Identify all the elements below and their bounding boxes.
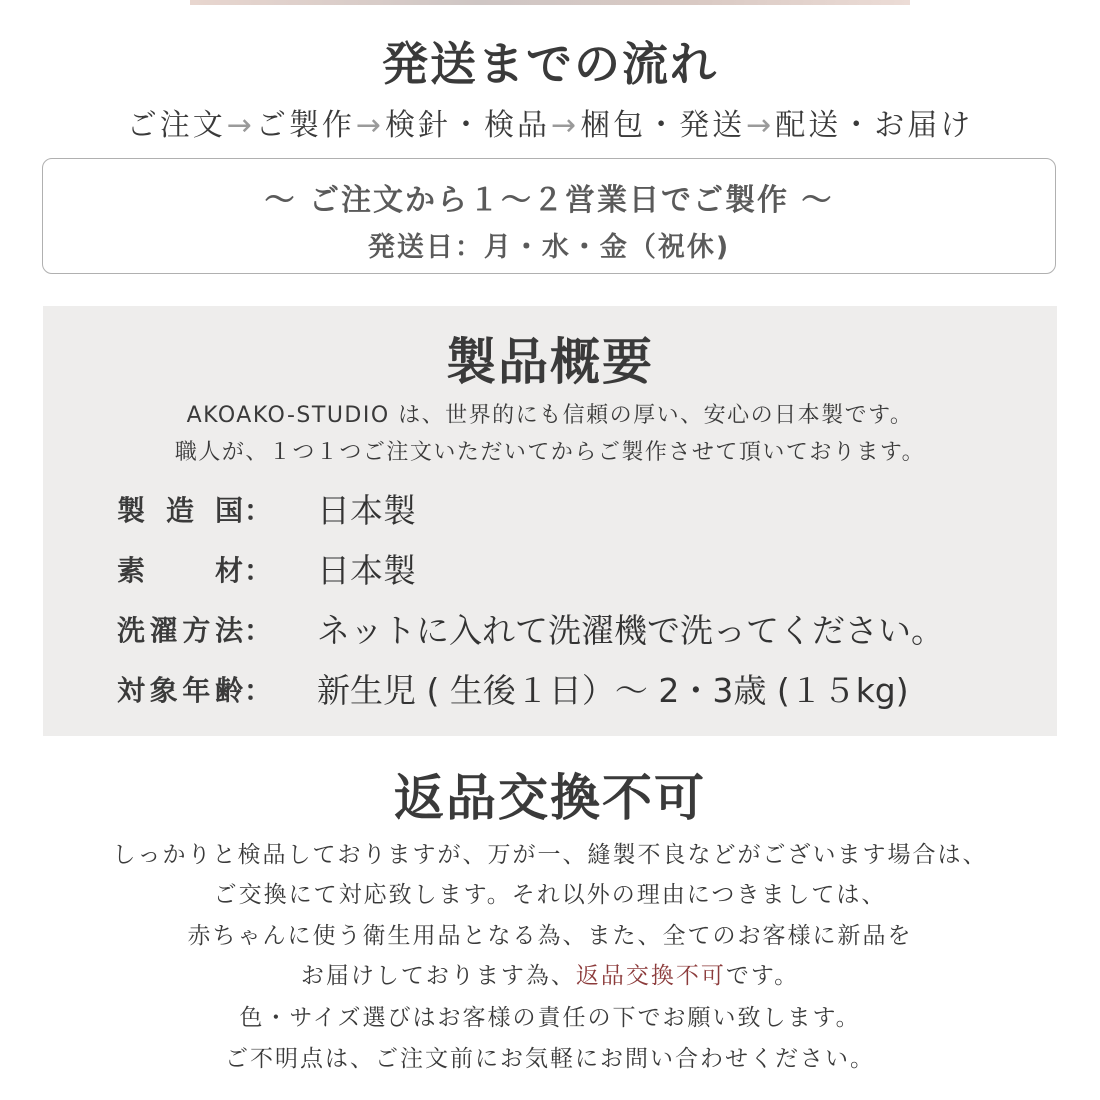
product-overview-section: [43, 306, 1057, 736]
returns-text-line: ご交換にて対応致します。それ以外の理由につきましては、: [213, 882, 887, 908]
flow-step: 検針・検品: [385, 108, 550, 143]
returns-text-line: ご不明点は、ご注文前にお気軽にお問い合わせください。: [225, 1046, 875, 1072]
spec-row-washing: [117, 608, 1037, 654]
flow-title: 発送までの流れ: [382, 37, 718, 91]
spec-label: 洗濯方法：: [117, 614, 272, 647]
spec-row-material: [117, 548, 1037, 594]
returns-text-line: 赤ちゃんに使う衛生用品となる為、また、全てのお客様に新品を: [187, 923, 913, 949]
arrow-right-icon: →: [226, 108, 255, 143]
arrow-right-icon: →: [551, 108, 580, 143]
no-returns-highlight: 返品交換不可: [575, 963, 726, 989]
flow-step: 梱包・発送: [580, 108, 746, 143]
production-time-text: 〜 ご注文から１〜２営業日でご製作 〜: [264, 183, 834, 218]
schedule-box: [42, 158, 1056, 274]
returns-title: 返品交換不可: [394, 769, 706, 827]
flow-step: ご製作: [255, 108, 355, 143]
spec-value: ネットに入れて洗濯機で洗ってください。: [317, 611, 944, 650]
spec-label: 対象年齢：: [117, 674, 272, 707]
flow-steps: [0, 100, 1100, 144]
returns-text-line: 色・サイズ選びはお客様の責任の下でお願い致します。: [239, 1005, 861, 1031]
arrow-right-icon: →: [355, 108, 384, 143]
flow-step: 配送・お届け: [775, 108, 974, 143]
spec-row-age: [117, 668, 1037, 714]
returns-text-line: しっかりと検品しておりますが、万が一、縫製不良などがございます場合は、: [112, 842, 988, 868]
spec-value: 新生児 ( 生後１日）〜 2・3歳 (１５kg): [317, 671, 909, 710]
arrow-right-icon: →: [746, 108, 775, 143]
spec-row-country: [117, 488, 1037, 534]
flow-step: ご注文: [126, 108, 226, 143]
returns-text-line: お届けしております為、返品交換不可です。: [300, 963, 800, 989]
overview-title: 製品概要: [446, 333, 654, 391]
top-image-strip: [190, 0, 910, 5]
spec-value: 日本製: [317, 491, 416, 530]
spec-label: 素材：: [117, 554, 272, 587]
shipping-days-text: 発送日：月・水・金（祝休): [367, 232, 731, 263]
spec-label: 製造国：: [117, 494, 272, 527]
spec-value: 日本製: [317, 551, 416, 590]
overview-description-line: AKOAKO-STUDIO は、世界的にも信頼の厚い、安心の日本製です。: [186, 403, 914, 428]
overview-description-line: 職人が、１つ１つご注文いただいてからご製作させて頂いております。: [174, 440, 926, 465]
